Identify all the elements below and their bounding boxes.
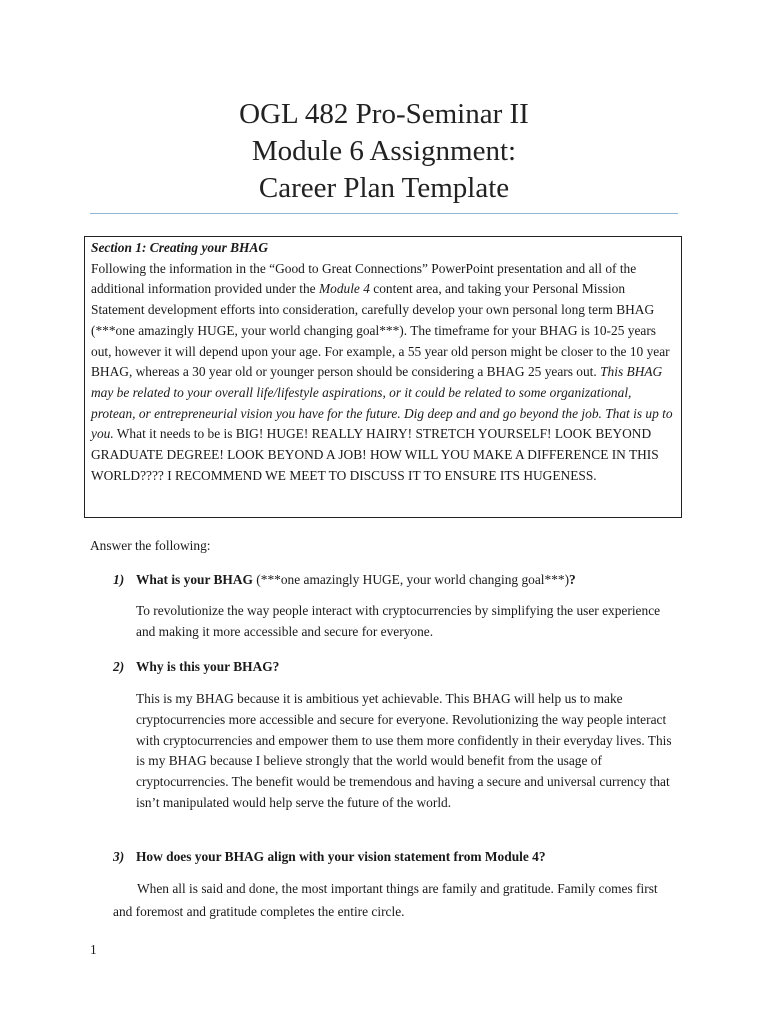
section-1-text-c: What it needs to be is BIG! HUGE! REALLY HAIRY! STRETCH YOURSELF! LOOK BEYOND GRADUATE DEGREE! LOOK BEYOND A JOB! HOW WILL YOU MAKE A DIFFERENCE IN THIS WORLD???? I RECOMMEND WE MEET TO DISCUSS IT TO ENSURE ITS HUGENESS. [91, 426, 659, 483]
section-1-heading: Section 1: Creating your BHAG [91, 240, 269, 255]
page-number: 1 [90, 942, 97, 957]
title-divider [90, 213, 678, 214]
question-1 [113, 570, 576, 590]
title-line-template: Career Plan Template [258, 172, 510, 204]
section-1-text-a: Following the information in the “Good to Great Connections” PowerPoint presentation and all of the additional information provided under the [91, 260, 637, 297]
page-title [0, 96, 768, 207]
question-3-bold: How does your BHAG align with your vision statement from Module 4? [136, 849, 546, 864]
answer-intro: Answer the following: [90, 538, 211, 553]
answer-2: This is my BHAG because it is ambitious yet achievable. This BHAG will help us to make cryptocurrencies more accessible and secure for everyone. Revolutionizing the way people interact with cryptocurrencies and empower them to use them more confidently in their everyday lives. This is my BHAG because I believe strongly that the world would benefit from the usage of cryptocurrencies. The benefit would be tremendous and having a secure and universal currency that isn’t manipulated would help serve the future of the world. [136, 691, 672, 810]
answer-1: To revolutionize the way people interact with cryptocurrencies by simplifying the user experience and making it more accessible and secure for everyone. [136, 603, 661, 639]
question-2 [113, 657, 279, 677]
question-3-number: 3) [113, 849, 125, 864]
question-2-bold: Why is this your BHAG? [136, 659, 280, 674]
question-1-plain: (***one amazingly HUGE, your world changing goal***) [252, 572, 570, 587]
question-3 [113, 847, 546, 867]
section-1-text-b: content area, and taking your Personal Mission Statement development efforts into consideration, carefully develop your own personal long term BHAG (***one amazingly HUGE, your world changing goal***). The timeframe for your BHAG is 10-25 years out, however it will depend upon your age. For example, a 55 year old person might be closer to the 10 year BHAG, whereas a 30 year old or younger person should be considering a BHAG 25 years out. [91, 281, 670, 380]
title-line-course: OGL 482 Pro-Seminar II [239, 98, 529, 130]
question-1-bold: What is your BHAG [136, 572, 253, 587]
question-1-end: ? [569, 572, 576, 587]
section-1-italic-note: This BHAG may be related to your overall life/lifestyle aspirations, or it could be related to some organizational, protean, or entrepreneurial vision you have for the future. Dig deep and and go beyond the job. That is up to you. [91, 364, 673, 442]
question-2-number: 2) [113, 659, 125, 674]
question-1-number: 1) [113, 572, 125, 587]
module-4-reference: Module 4 [318, 281, 370, 297]
title-line-module: Module 6 Assignment: [251, 135, 517, 167]
section-1-instructions-box [84, 236, 682, 518]
answer-3: When all is said and done, the most important things are family and gratitude. Family comes first and foremost and gratitude completes the entire circle. [113, 881, 658, 919]
